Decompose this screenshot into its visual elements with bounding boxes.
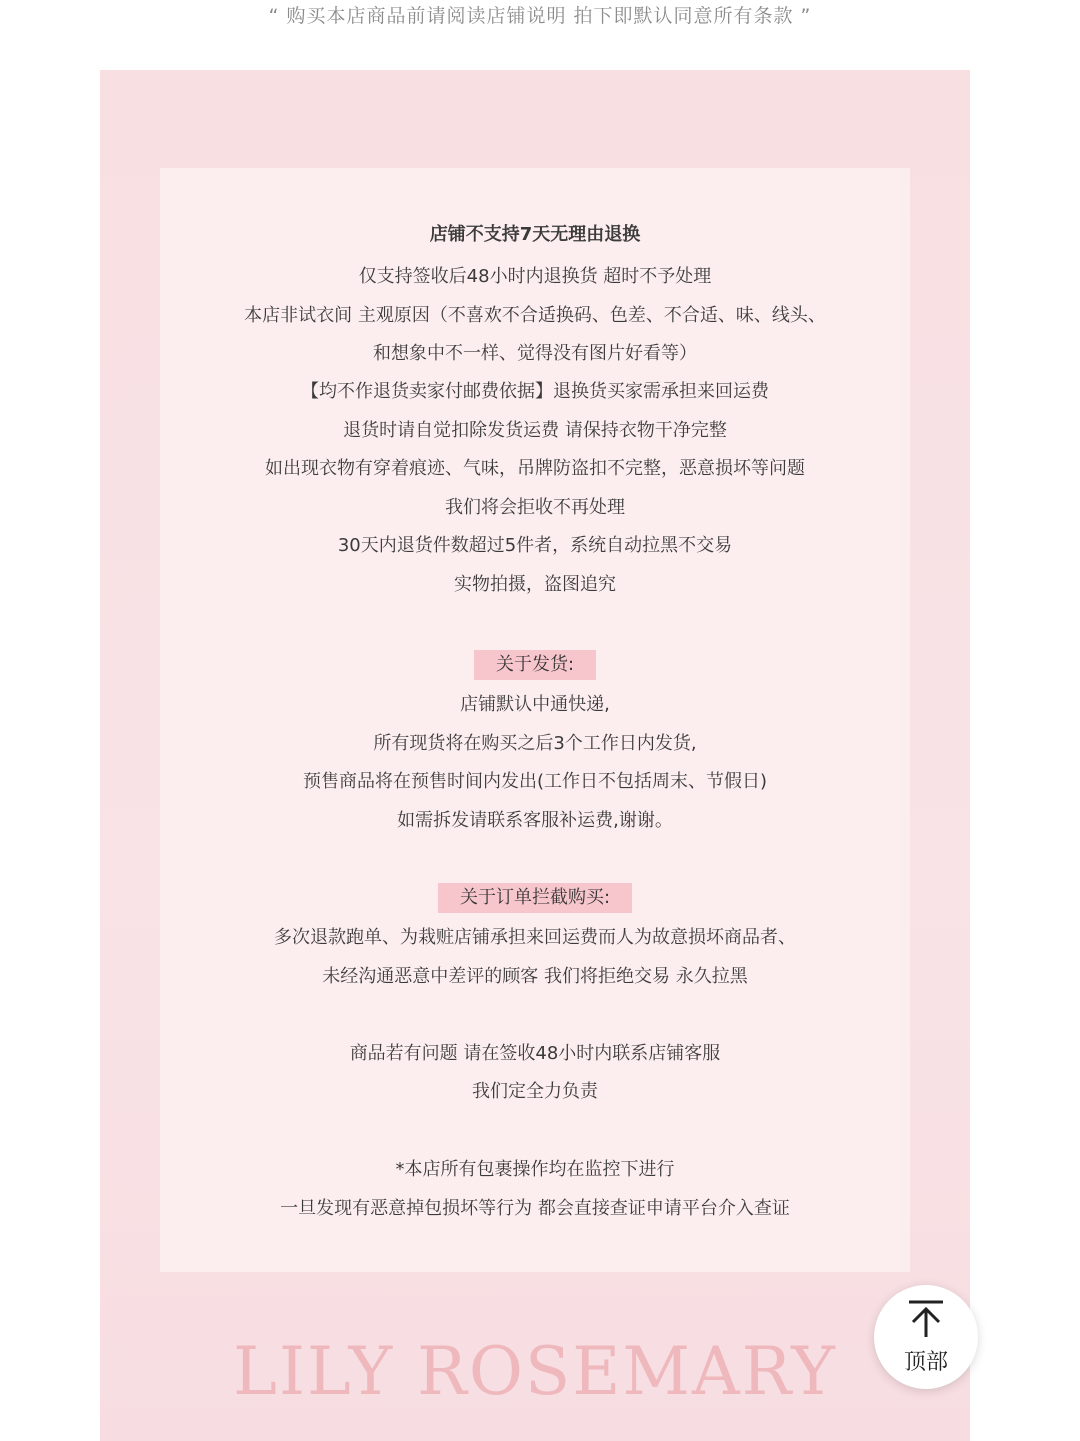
back-to-top-button[interactable] bbox=[874, 1285, 978, 1389]
intercept-tag-label: 关于订单拦截购买: bbox=[438, 883, 632, 913]
monitor-line: 一旦发现有恶意掉包损坏等行为 都会直接查证申请平台介入查证 bbox=[280, 1198, 790, 1219]
monitor-line: *本店所有包裹操作均在监控下进行 bbox=[395, 1159, 675, 1180]
policy-line: 【均不作退货卖家付邮费依据】退换货买家需承担来回运费 bbox=[301, 381, 769, 402]
policy-line: 如出现衣物有穿着痕迹、气味，吊牌防盗扣不完整，恶意损坏等问题 bbox=[265, 458, 805, 479]
shipping-section-tag bbox=[160, 650, 910, 680]
arrow-up-icon bbox=[907, 1299, 945, 1339]
brand-logo: LILY ROSEMARY bbox=[233, 1333, 837, 1410]
shipping-tag-label: 关于发货: bbox=[474, 650, 596, 680]
shipping-line: 所有现货将在购买之后3个工作日内发货, bbox=[373, 733, 697, 754]
policy-line: 实物拍摄，盗图追究 bbox=[454, 574, 616, 595]
policy-title: 店铺不支持7天无理由退换 bbox=[429, 224, 641, 245]
intercept-section-tag bbox=[160, 883, 910, 913]
purchase-notice: “ 购买本店商品前请阅读店铺说明 拍下即默认同意所有条款 ” bbox=[268, 5, 812, 27]
policy-card bbox=[160, 168, 910, 1272]
intercept-line: 未经沟通恶意中差评的顾客 我们将拒绝交易 永久拉黑 bbox=[322, 966, 748, 987]
shipping-line: 店铺默认中通快递, bbox=[460, 694, 610, 715]
policy-line: 和想象中不一样、觉得没有图片好看等） bbox=[373, 343, 697, 364]
policy-line: 本店非试衣间 主观原因（不喜欢不合适换码、色差、不合适、味、线头、 bbox=[244, 305, 826, 326]
policy-line: 30天内退货件数超过5件者，系统自动拉黑不交易 bbox=[337, 535, 733, 556]
policy-line: 退货时请自觉扣除发货运费 请保持衣物干净完整 bbox=[343, 420, 727, 441]
shipping-line: 如需拆发请联系客服补运费,谢谢。 bbox=[397, 810, 673, 831]
shipping-line: 预售商品将在预售时间内发出(工作日不包括周末、节假日) bbox=[302, 771, 768, 792]
intercept-line: 多次退款跑单、为栽赃店铺承担来回运费而人为故意损坏商品者、 bbox=[274, 927, 796, 948]
service-line: 商品若有问题 请在签收48小时内联系店铺客服 bbox=[349, 1043, 721, 1064]
service-line: 我们定全力负责 bbox=[472, 1081, 598, 1102]
back-to-top-label: 顶部 bbox=[903, 1350, 948, 1375]
policy-line: 仅支持签收后48小时内退换货 超时不予处理 bbox=[358, 266, 712, 287]
policy-line: 我们将会拒收不再处理 bbox=[445, 497, 625, 518]
